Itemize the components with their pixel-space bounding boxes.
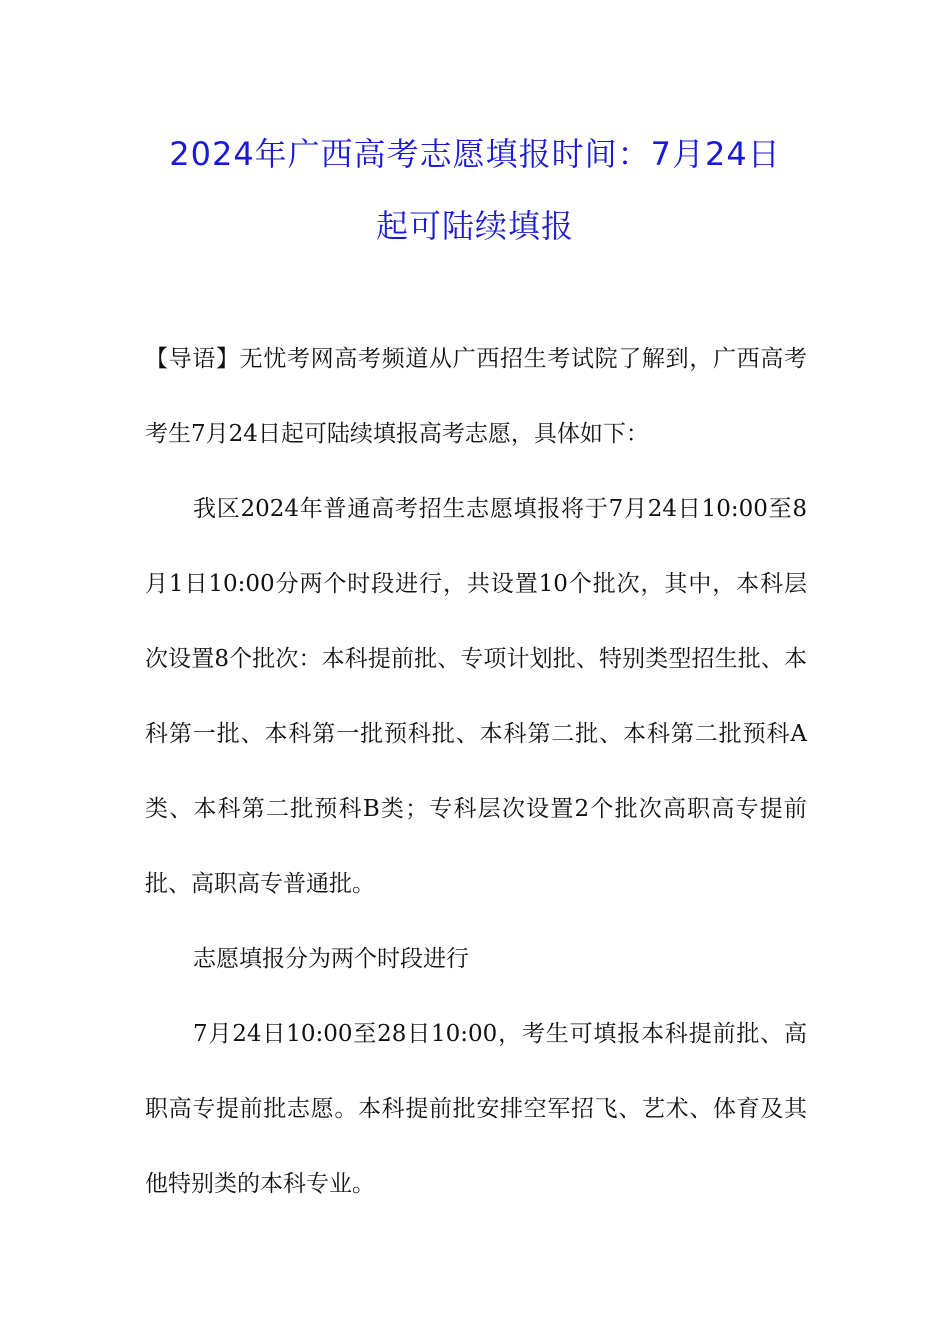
paragraph-intro: 【导语】无忧考网高考频道从广西招生考试院了解到，广西高考考生7月24日起可陆续填报高考志愿，具体如下： xyxy=(145,346,807,447)
paragraph-first-period: 7月24日10:00至28日10:00，考生可填报本科提前批、高职高专提前批志愿。本科提前批安排空军招飞、艺术、体育及其他特别类的本科专业。 xyxy=(145,1021,807,1197)
page-title-line-1: 2024年广西高考志愿填报时间：7月24日 xyxy=(169,135,781,173)
page-title-line-2: 起可陆续填报 xyxy=(375,207,574,245)
paragraph-schedule: 我区2024年普通高考招生志愿填报将于7月24日10:00至8月1日10:00分两个时段进行，共设置10个批次，其中，本科层次设置8个批次：本科提前批、专项计划批、特别类型招生批、本科第一批、本科第一批预科批、本科第二批、本科第二批预科A类、本科第二批预科B类；专科层次设置2个批次高职高专提前批、高职高专普通批。 xyxy=(145,496,807,897)
document-body xyxy=(145,322,807,1222)
paragraph-subheading: 志愿填报分为两个时段进行 xyxy=(193,946,469,972)
